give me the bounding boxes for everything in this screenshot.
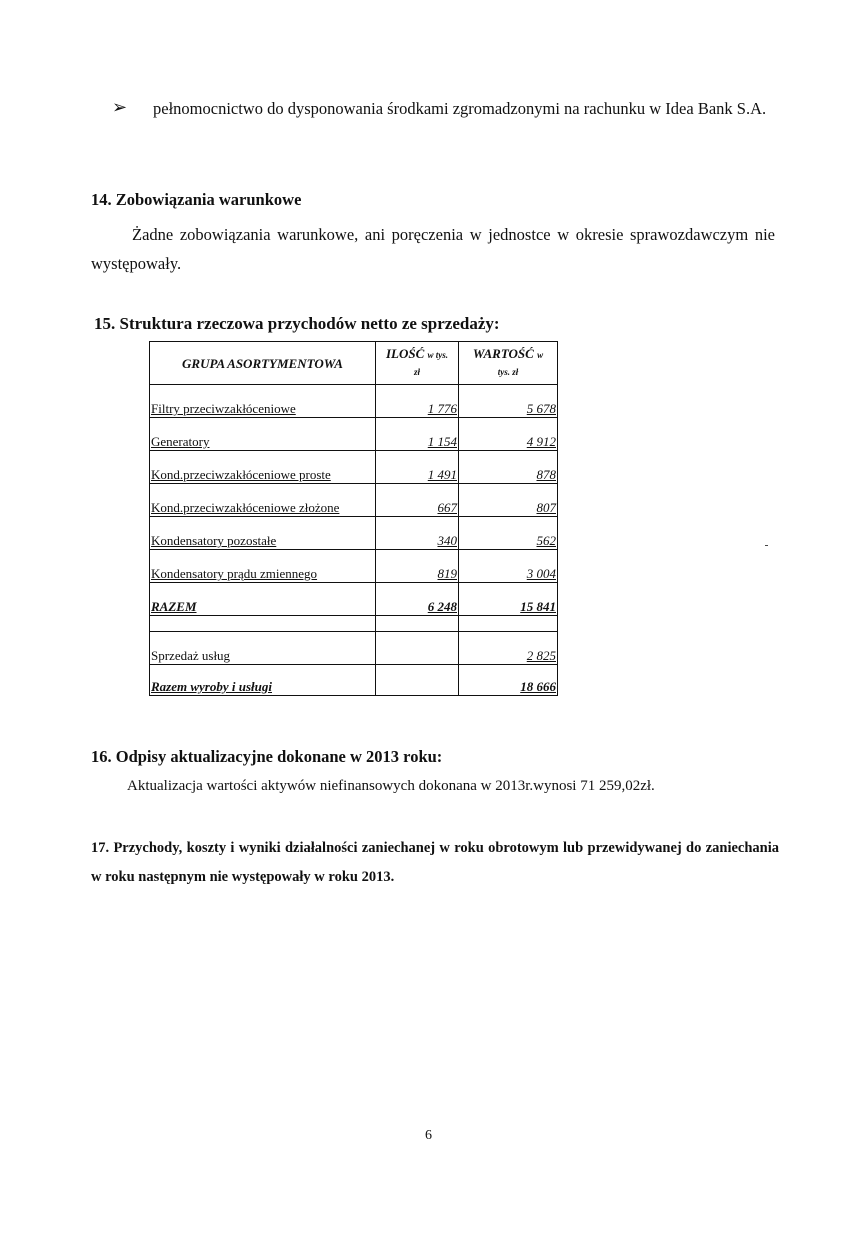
services-name: Sprzedaż usług (150, 632, 376, 665)
row-value: 562 (459, 517, 558, 550)
scan-speck (765, 545, 768, 546)
section-15-heading: 15. Struktura rzeczowa przychodów netto ze sprzedaży: (94, 314, 500, 333)
header-group: GRUPA ASORTYMENTOWA (150, 342, 376, 385)
table-row (150, 451, 558, 484)
row-value: 4 912 (459, 418, 558, 451)
row-name: Kondensatory prądu zmiennego (150, 550, 376, 583)
row-name: Kondensatory pozostałe (150, 517, 376, 550)
row-qty: 1 491 (376, 451, 459, 484)
table-header-row (150, 342, 558, 385)
row-qty: 1 776 (376, 385, 459, 418)
page-number: 6 (425, 1128, 432, 1143)
row-name: Generatory (150, 418, 376, 451)
row-qty: 819 (376, 550, 459, 583)
table-blank-row (150, 616, 558, 632)
row-value: 5 678 (459, 385, 558, 418)
grand-total-value: 18 666 (459, 665, 558, 696)
row-name: Kond.przeciwzakłóceniowe złożone (150, 484, 376, 517)
row-qty: 1 154 (376, 418, 459, 451)
services-value: 2 825 (459, 632, 558, 665)
total-name: RAZEM (150, 583, 376, 616)
section-16-body: Aktualizacja wartości aktywów niefinansowych dokonana w 2013r.wynosi 71 259,02zł. (127, 778, 655, 794)
row-qty: 340 (376, 517, 459, 550)
table-row (150, 385, 558, 418)
section-14-heading: 14. Zobowiązania warunkowe (91, 190, 302, 209)
total-value: 15 841 (459, 583, 558, 616)
grand-total-name: Razem wyroby i usługi (150, 665, 376, 696)
row-value: 878 (459, 451, 558, 484)
row-value: 3 004 (459, 550, 558, 583)
section-17-heading: 17. Przychody, koszty i wyniki działalności zaniechanej w roku obrotowym lub przewidywanej do zaniechania w roku następnym nie występowały w roku 2013. (91, 840, 779, 885)
revenue-structure-table (149, 341, 558, 696)
table-grand-total-row (150, 665, 558, 696)
header-value: WARTOŚĆ w tys. zł (459, 342, 558, 385)
table-row (150, 418, 558, 451)
total-qty: 6 248 (376, 583, 459, 616)
row-name: Filtry przeciwzakłóceniowe (150, 385, 376, 418)
row-qty: 667 (376, 484, 459, 517)
arrow-bullet-icon: ➢ (112, 97, 128, 118)
section-14-body: Żadne zobowiązania warunkowe, ani poręczenia w jednostce w okresie sprawozdawczym nie występowały. (91, 225, 775, 273)
section-16-heading: 16. Odpisy aktualizacyjne dokonane w 2013 roku: (91, 747, 443, 766)
table-row (150, 550, 558, 583)
row-name: Kond.przeciwzakłóceniowe proste (150, 451, 376, 484)
table-row (150, 517, 558, 550)
header-quantity: ILOŚĆ w tys. zł (376, 342, 459, 385)
table-row (150, 484, 558, 517)
table-services-row (150, 632, 558, 665)
bullet-text: pełnomocnictwo do dysponowania środkami zgromadzonymi na rachunku w Idea Bank S.A. (153, 99, 767, 118)
row-value: 807 (459, 484, 558, 517)
table-total-row (150, 583, 558, 616)
